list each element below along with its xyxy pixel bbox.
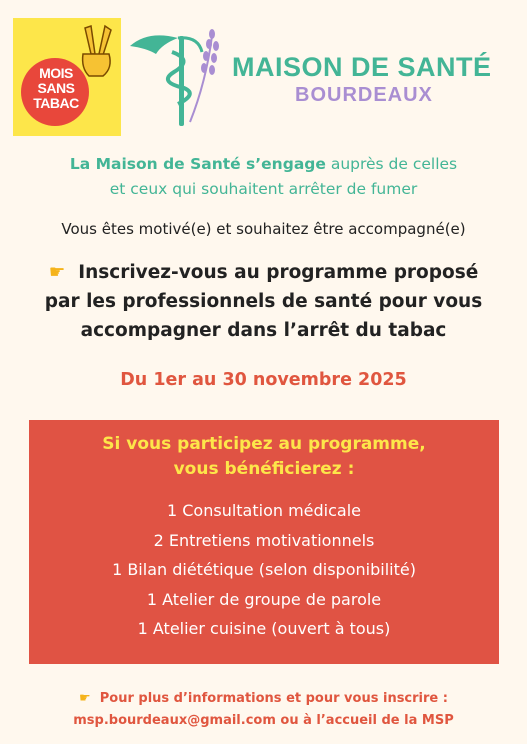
list-item: 1 Atelier cuisine (ouvert à tous) bbox=[137, 619, 391, 638]
intro-bold: La Maison de Santé s’engage bbox=[69, 155, 326, 173]
list-item: 2 Entretiens motivationnels bbox=[153, 530, 375, 550]
footer-line-1: Pour plus d’informations et pour vous inscrire : bbox=[99, 691, 448, 706]
cta-line-2: par les professionnels de santé pour vous bbox=[44, 291, 483, 312]
pointing-hand-icon: ☛ bbox=[48, 262, 66, 283]
footer-line-2[interactable]: msp.bourdeaux@gmail.com ou à l’accueil de la MSP bbox=[73, 713, 454, 728]
badge-text bbox=[19, 66, 93, 111]
caduceus-logo-icon bbox=[128, 22, 224, 130]
benefits-heading bbox=[29, 432, 499, 482]
program-dates: Du 1er au 30 novembre 2025 bbox=[120, 370, 407, 390]
mois-sans-tabac-logo bbox=[13, 18, 121, 136]
intro-line-2: et ceux qui souhaitent arrêter de fumer bbox=[109, 180, 418, 198]
badge-line-3: TABAC bbox=[33, 95, 79, 111]
list-item: 1 Bilan diététique (selon disponibilité) bbox=[112, 560, 416, 579]
list-item: 1 Consultation médicale bbox=[166, 501, 362, 520]
call-to-action bbox=[0, 258, 527, 345]
page-title: MAISON DE SANTÉ bbox=[232, 52, 492, 82]
intro-rest: auprès de celles bbox=[325, 155, 458, 173]
benefits-heading-line-2: vous bénéficierez : bbox=[173, 459, 355, 479]
benefits-list bbox=[29, 496, 499, 644]
pointing-hand-icon: ☛ bbox=[79, 691, 91, 706]
badge-line-1: MOIS bbox=[39, 65, 73, 81]
benefits-heading-line-1: Si vous participez au programme, bbox=[102, 434, 426, 454]
badge-line-2: SANS bbox=[37, 80, 75, 96]
footer-contact bbox=[0, 688, 527, 732]
cta-line-1: Inscrivez-vous au programme proposé bbox=[78, 262, 479, 283]
benefits-box bbox=[29, 420, 499, 664]
page-subtitle: BOURDEAUX bbox=[295, 84, 433, 106]
list-item: 1 Atelier de groupe de parole bbox=[146, 589, 382, 609]
intro-text bbox=[0, 152, 527, 202]
cta-line-3: accompagner dans l’arrêt du tabac bbox=[80, 320, 447, 341]
motivation-text: Vous êtes motivé(e) et souhaitez être accompagné(e) bbox=[61, 220, 466, 238]
